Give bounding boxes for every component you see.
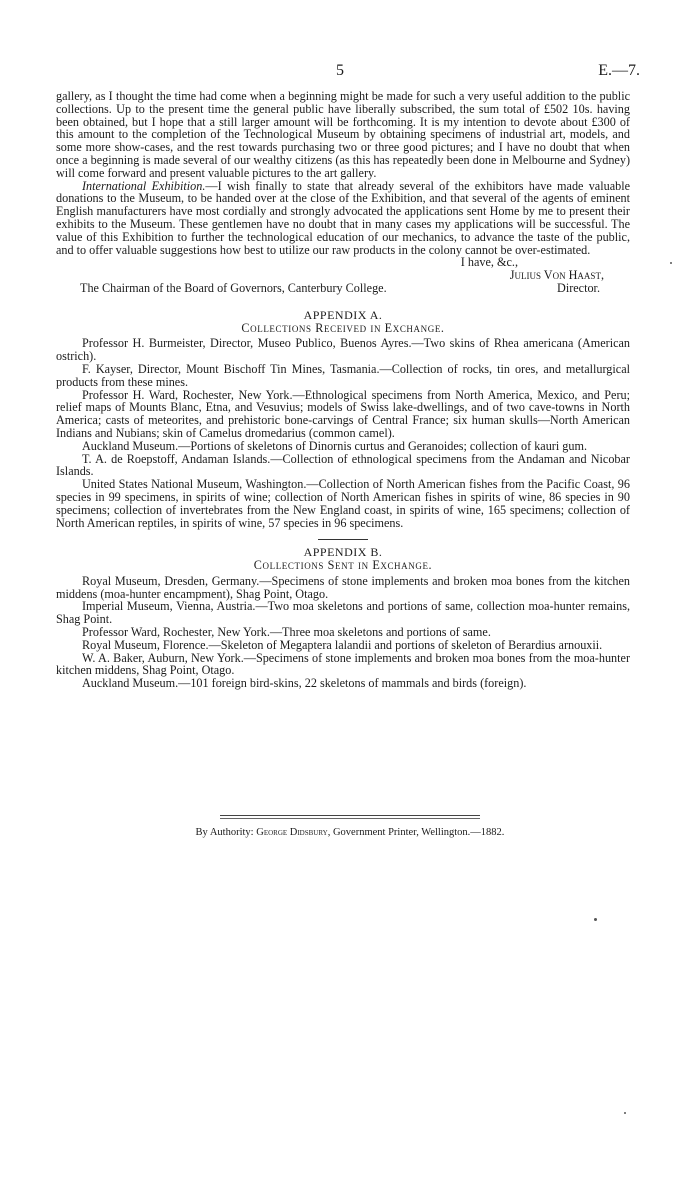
- section-divider: [318, 539, 368, 540]
- signatory-title: Director.: [557, 280, 600, 295]
- imprint-suffix: Government Printer, Wellington.—1882.: [332, 827, 505, 838]
- appendix-b-entry: Auckland Museum.—101 foreign bird-skins, 22 skeletons of mammals and birds (foreign).: [82, 676, 527, 691]
- appendix-b-title: APPENDIX B.: [303, 545, 383, 560]
- appendix-b-entry: Professor Ward, Rochester, New York.—Three moa skeletons and portions of same.: [82, 625, 491, 640]
- paper-speck: [670, 262, 672, 264]
- appendix-a-entry: Auckland Museum.—Portions of skeletons of Dinornis curtus and Geranoides; collection of kauri gum.: [82, 438, 588, 453]
- page-number: 5: [336, 62, 344, 79]
- appendix-b-subtitle: Collections Sent in Exchange.: [253, 558, 433, 573]
- imprint-prefix: By Authority:: [195, 827, 254, 838]
- appendix-a-entry: United States National Museum, Washington.—Collection of North American fishes from the Pacific Coast, 96 species in 99 specimens, in spirits of wine; collection of North American fishes in spirits of wine, 86 species in 90 specimens; collection of invertebrates from the New England coast, in spirits of wine, 165 specimens; collection of North American reptiles, in spirits of wine, 57 species in 96 specimens.: [56, 477, 630, 530]
- signature-row: [56, 282, 630, 295]
- appendix-a-entry: T. A. de Roepstoff, Andaman Islands.—Collection of ethnological specimens from the Andaman and Nicobar Islands.: [56, 451, 630, 479]
- signatory-name: Julius Von Haast,: [509, 268, 604, 283]
- paragraph-text: —I wish finally to state that already several of the exhibitors have made valuable donations to the Museum, to be handed over at the close of the Exhibition, and that several of the agents of eminent English manufacturers have most cordially and strongly advocated the applications sent Home by me to present their exhibits to the Museum. These gentlemen have no doubt that in many cases my applications will be successful. The value of this Exhibition to further the technological education of our mechanics, to advance the taste of the public, and to offer valuable suggestions how best to utilize our raw products in the colony cannot be over-estimated.: [56, 178, 630, 257]
- paper-speck: [594, 918, 597, 921]
- appendix-a-title: APPENDIX A.: [303, 307, 383, 322]
- letter-paragraph: gallery, as I thought the time had come when a beginning might be made for such a very useful addition to the public collections. Up to the present time the general public have liberally subscribed, the sum total of £502 10s. having been obtained, but I hope that a still larger amount will be forthcoming. It is my intention to devote about £300 of this amount to the completion of the Technological Museum by obtaining specimens of industrial art, models, and some more show-cases, and the rest towards purchasing two or three good pictures; and I have no doubt that when once a beginning is made several of our wealthy citizens (as this has repeatedly been done in Melbourne and Sydney) will come forward and present valuable pictures to the art gallery.: [56, 89, 630, 180]
- appendix-b-entry: Imperial Museum, Vienna, Austria.—Two moa skeletons and portions of same, collection moa-hunter remains, Shag Point.: [56, 599, 630, 627]
- document-body: [56, 90, 630, 690]
- printer-imprint: [0, 827, 700, 838]
- addressee: The Chairman of the Board of Governors, Canterbury College.: [80, 280, 387, 295]
- appendix-a-subtitle: Collections Received in Exchange.: [241, 320, 445, 335]
- paper-speck: [624, 1112, 626, 1114]
- appendix-b-entry: W. A. Baker, Auburn, New York.—Specimens of stone implements and broken moa bones from the moa-hunter kitchen middens, Shag Point, Otago.: [56, 650, 630, 678]
- imprint-printer: George Didsbury,: [256, 827, 331, 838]
- report-reference: E.—7.: [598, 62, 640, 79]
- appendix-a-entry: Professor H. Burmeister, Director, Museo Publico, Buenos Ayres.—Two skins of Rhea americana (American ostrich).: [56, 336, 630, 364]
- appendix-b-entry: Royal Museum, Florence.—Skeleton of Megaptera lalandii and portions of skeleton of Berardius arnouxii.: [82, 637, 603, 652]
- letter-paragraph-exhibition: [56, 180, 630, 257]
- appendix-a-entry: F. Kayser, Director, Mount Bischoff Tin Mines, Tasmania.—Collection of rocks, tin ores, and metallurgical products from these mines.: [56, 361, 630, 389]
- closing-line: I have, &c.,: [460, 255, 518, 270]
- paragraph-lead: International Exhibition.: [82, 178, 206, 193]
- appendix-b-entry: Royal Museum, Dresden, Germany.—Specimens of stone implements and broken moa bones from the kitchen middens (moa-hunter encampment), Shag Point, Otago.: [56, 573, 630, 601]
- appendix-a-entry: Professor H. Ward, Rochester, New York.—Ethnological specimens from North America, Mexico, and Peru; relief maps of Mounts Blanc, Etna, and Vesuvius; models of Swiss lake-dwellings, and of two cave-towns in North America; casts of meteorites, and prehistoric bone-carvings of Central France; six human skulls—North American Indians and Nubians; skin of Camelus dromedarius (common camel).: [56, 387, 630, 440]
- imprint-rule: [220, 815, 480, 816]
- imprint-rule: [220, 818, 480, 819]
